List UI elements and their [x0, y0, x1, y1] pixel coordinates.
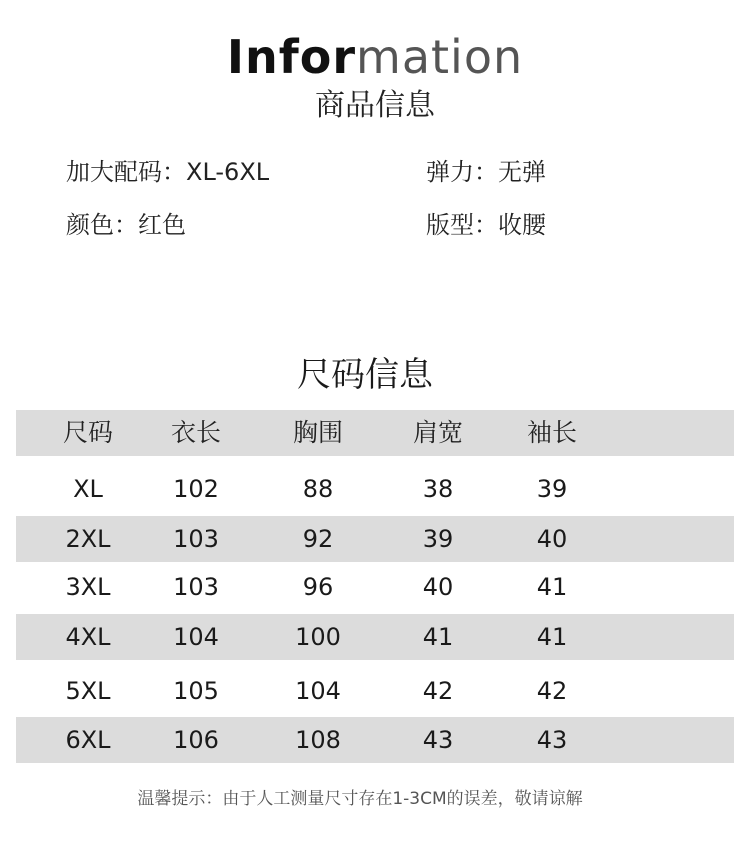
header-cell-chest: 胸围: [292, 418, 343, 447]
table-row: [16, 466, 734, 512]
table-cell: 39: [422, 525, 454, 553]
attribute-label: 加大配码：: [66, 158, 186, 186]
attribute-label: 颜色：: [66, 211, 138, 239]
table-cell: 3XL: [65, 573, 111, 601]
table-cell: 40: [422, 573, 454, 601]
table-cell: 88: [302, 475, 334, 503]
table-cell: 41: [422, 623, 454, 651]
title-chinese: 商品信息: [315, 88, 435, 123]
header-cell-sleeve: 袖长: [526, 418, 577, 447]
table-cell: 105: [173, 677, 219, 705]
attribute-value: 红色: [138, 211, 186, 239]
attribute-color: [66, 210, 186, 240]
table-cell: 104: [173, 623, 219, 651]
table-row: [16, 614, 734, 660]
header-cell-length: 衣长: [170, 418, 221, 447]
attribute-fit: [426, 210, 546, 240]
table-cell: 42: [422, 677, 454, 705]
attribute-size-range: [66, 157, 269, 187]
table-cell: 103: [173, 573, 219, 601]
table-cell: 103: [173, 525, 219, 553]
table-cell: 102: [173, 475, 219, 503]
table-cell: 42: [536, 677, 568, 705]
attribute-value: 无弹: [498, 158, 546, 186]
table-cell: 106: [173, 726, 219, 754]
attribute-label: 弹力：: [426, 158, 498, 186]
table-cell: 41: [536, 623, 568, 651]
table-cell: 40: [536, 525, 568, 553]
size-section-title: 尺码信息: [297, 355, 433, 395]
table-cell: 6XL: [65, 726, 111, 754]
measurement-note: 温馨提示：由于人工测量尺寸存在1-3CM的误差，敬请谅解: [137, 789, 583, 809]
table-cell: 92: [302, 525, 334, 553]
table-cell: 39: [536, 475, 568, 503]
table-cell: 2XL: [65, 525, 111, 553]
title-english: [0, 30, 750, 84]
title-english-bold: Infor: [226, 30, 357, 84]
table-cell: 43: [536, 726, 568, 754]
table-cell: 4XL: [65, 623, 111, 651]
table-cell: 96: [302, 573, 334, 601]
header-cell-size: 尺码: [62, 418, 113, 447]
header-cell-shoulder: 肩宽: [412, 418, 463, 447]
table-cell: XL: [73, 475, 103, 503]
table-cell: 43: [422, 726, 454, 754]
attribute-value: 收腰: [498, 211, 546, 239]
title-english-light: mation: [356, 30, 524, 84]
attribute-label: 版型：: [426, 211, 498, 239]
table-row: [16, 717, 734, 763]
table-cell: 104: [295, 677, 341, 705]
table-cell: 38: [422, 475, 454, 503]
table-row: [16, 516, 734, 562]
table-row: [16, 564, 734, 610]
table-cell: 5XL: [65, 677, 111, 705]
table-cell: 41: [536, 573, 568, 601]
table-cell: 100: [295, 623, 341, 651]
size-table-header: [16, 410, 734, 456]
table-cell: 108: [295, 726, 341, 754]
attribute-elasticity: [426, 157, 546, 187]
attribute-value: XL-6XL: [186, 158, 270, 186]
table-row: [16, 668, 734, 714]
